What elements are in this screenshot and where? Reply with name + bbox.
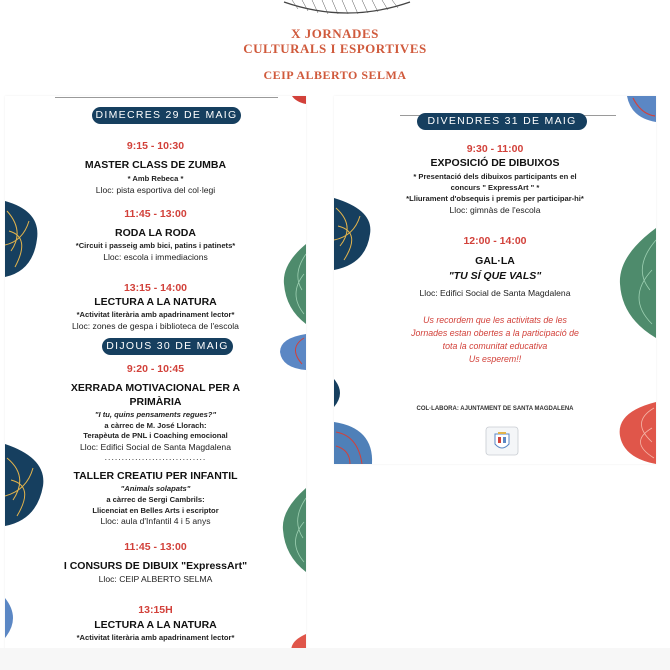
event-title: EXPOSICIÓ DE DIBUIXOS [430, 157, 560, 169]
page-bottom-edge [0, 648, 670, 670]
reminder-note: tota la comunitat educativa [442, 341, 548, 351]
event-location: Lloc: aula d'Infantil 4 i 5 anys [100, 516, 211, 526]
event-speaker-role: Terapèuta de PNL i Coaching emocional [83, 431, 228, 440]
event-description: * Presentació dels dibuixos participants en el [413, 172, 577, 181]
event-title: MASTER CLASS DE ZUMBA [84, 159, 227, 171]
event-quote: "I tu, quins pensaments regues?" [94, 410, 217, 419]
schedule-panel-left [5, 96, 306, 654]
event-time: 9:15 - 10:30 [126, 140, 185, 152]
header-title-line2: CULTURALS I ESPORTIVES [243, 41, 427, 56]
event-location: Lloc: Edifici Social de Santa Magdalena [419, 288, 571, 298]
reminder-note: Us recordem que les activitats de les [423, 315, 567, 325]
event-title: GAL·LA [475, 255, 515, 267]
event-time: 11:45 - 13:00 [124, 541, 187, 553]
event-title: LECTURA A LA NATURA [94, 619, 217, 631]
event-title: LECTURA A LA NATURA [94, 296, 217, 308]
event-time: 9:30 - 11:00 [466, 143, 524, 155]
event-location: Lloc: Edifici Social de Santa Magdalena [80, 442, 231, 452]
event-title: PRIMÀRIA [129, 396, 182, 408]
event-location: Lloc: escola i immediacions [103, 252, 208, 262]
day-label-wednesday: DIMECRES 29 DE MAIG [92, 107, 241, 124]
event-speaker: a càrrec de M. José Llorach: [104, 421, 207, 430]
event-description: *Activitat literària amb apadrinament lector* [76, 633, 235, 642]
event-speaker-role: Llicenciat en Belles Arts i escriptor [92, 506, 219, 515]
event-time: 12:00 - 14:00 [463, 235, 527, 247]
event-description: * Amb Rebeca * [127, 174, 184, 183]
event-speaker: a càrrec de Sergi Cambrils: [106, 495, 205, 504]
day-label-thursday: DIJOUS 30 DE MAIG [102, 338, 233, 355]
event-time: 13:15 - 14:00 [123, 282, 188, 294]
event-location: Lloc: pista esportiva del col·legi [95, 185, 216, 195]
day-label-friday: DIVENDRES 31 DE MAIG [417, 113, 587, 130]
school-name: CEIP ALBERTO SELMA [263, 68, 407, 82]
divider-line [55, 97, 278, 98]
decor-small-leaf [334, 379, 344, 407]
event-title: TALLER CREATIU PER INFANTIL [73, 470, 238, 482]
council-crest-icon [485, 426, 519, 456]
event-title: XERRADA MOTIVACIONAL PER A [70, 382, 241, 394]
header-title-line1: X JORNADES [291, 26, 379, 41]
dotted-separator: .............................. [104, 452, 207, 462]
event-time: 11:45 - 13:00 [124, 208, 187, 220]
sketch-illustration [282, 0, 412, 16]
event-description: *Activitat literària amb apadrinament lector* [76, 310, 235, 319]
event-time: 9:20 - 10:45 [126, 363, 185, 375]
event-time: 13:15H [138, 604, 173, 616]
sponsor-credit: COL·LABORA: AJUNTAMENT DE SANTA MAGDALENA [416, 406, 574, 412]
reminder-note: Us esperem!! [468, 354, 522, 364]
decor-blue-corner [627, 96, 656, 122]
event-title: RODA LA RODA [115, 227, 196, 239]
decor-blue-bottom-left [334, 422, 374, 464]
event-subtitle: "TU SÍ QUE VALS" [448, 270, 542, 282]
schedule-panel-right [334, 96, 656, 464]
reminder-note: Jornades estan obertes a la participació de [411, 328, 579, 338]
event-description: concurs " ExpressArt " * [450, 183, 540, 192]
event-quote: "Animals solapats" [120, 484, 191, 493]
event-description: *Lliurament d'obsequis i premis per participar-hi* [406, 194, 584, 203]
decor-red-corner [292, 96, 306, 104]
event-description: *Circuit i passeig amb bici, patins i patinets* [75, 241, 236, 250]
event-location: Lloc: CEIP ALBERTO SELMA [98, 574, 213, 584]
event-location: Lloc: zones de gespa i biblioteca de l'escola [72, 321, 239, 331]
event-location: Lloc: gimnàs de l'escola [449, 205, 541, 215]
event-title: I CONSURS DE DIBUIX "ExpressArt" [63, 560, 248, 572]
